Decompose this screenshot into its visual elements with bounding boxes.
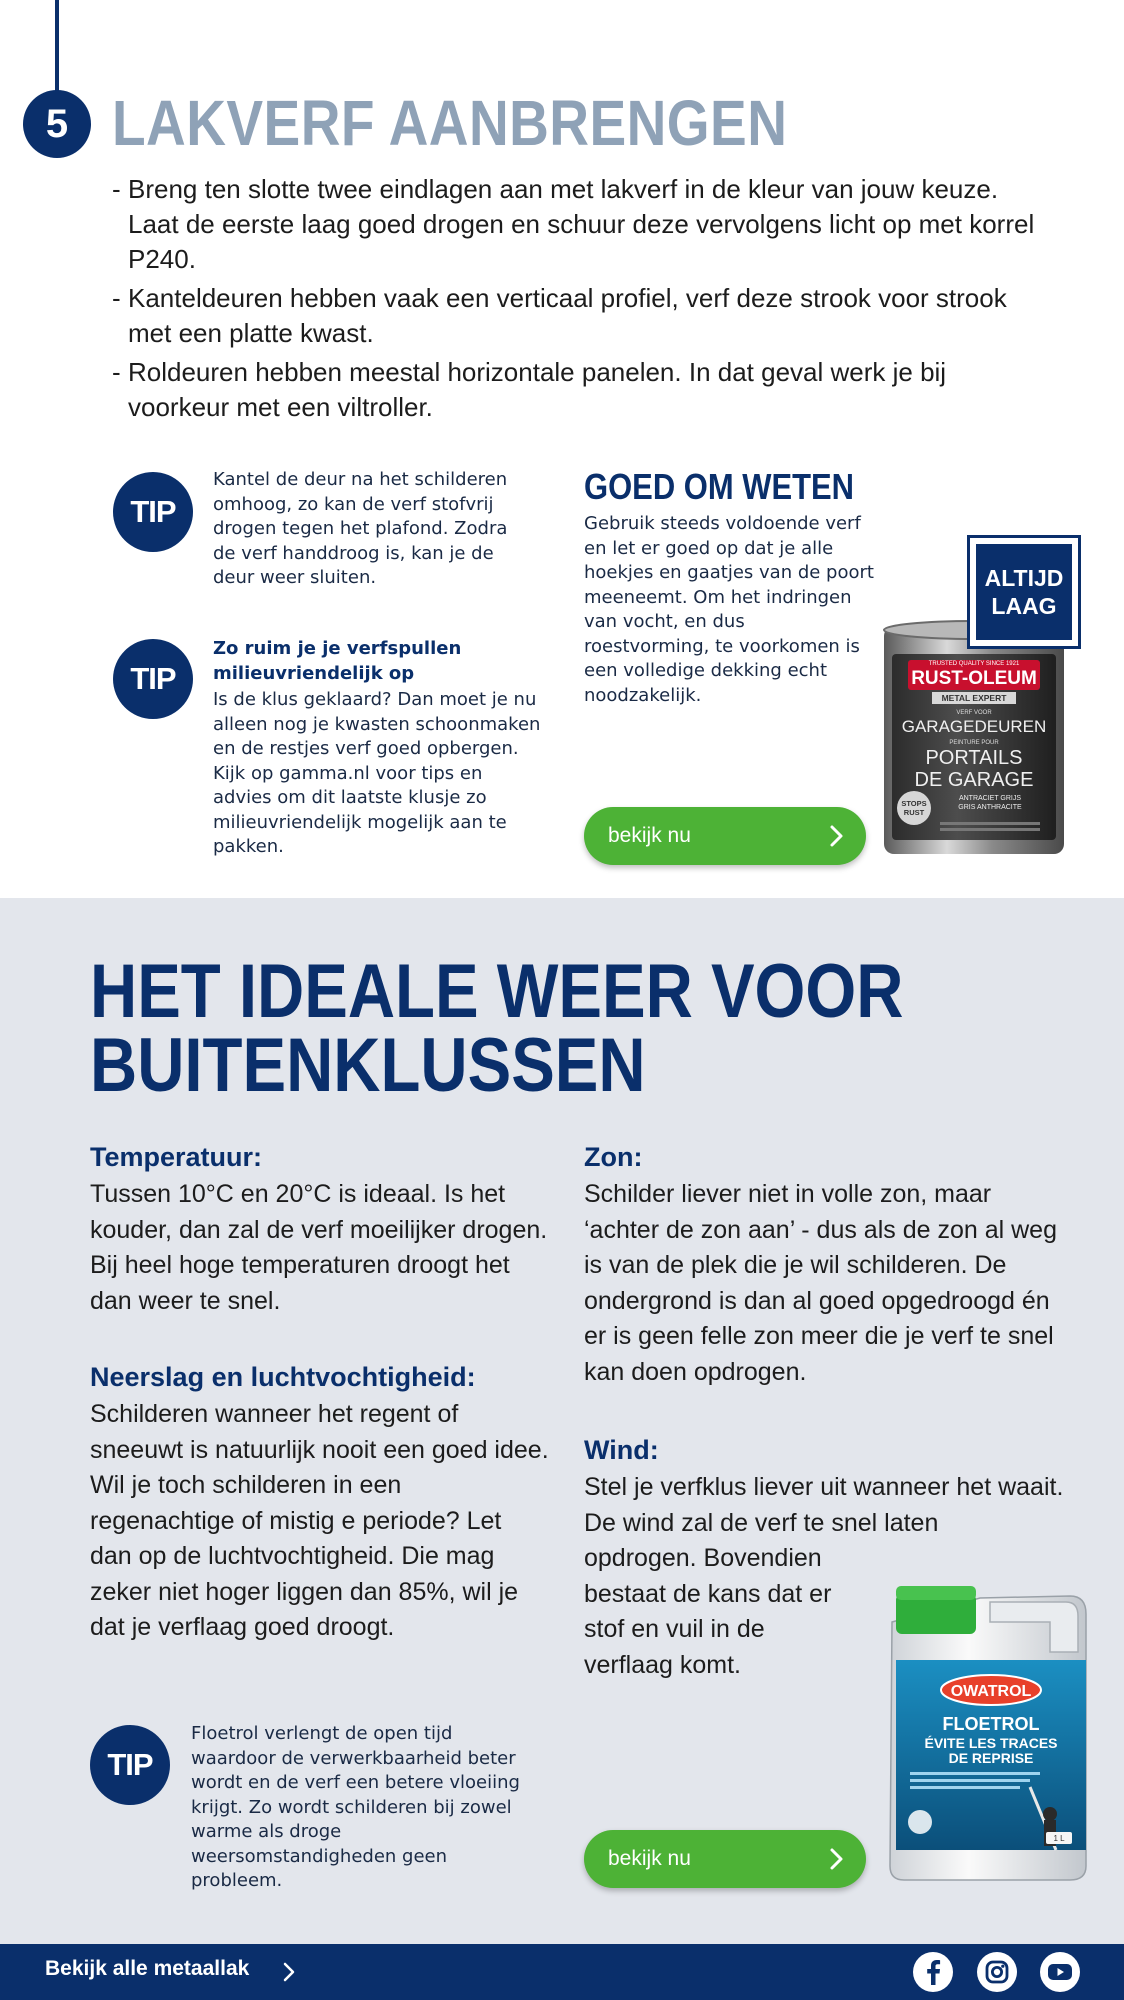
timeline-line — [55, 0, 59, 94]
can-small-text: VERF VOOR — [956, 710, 992, 716]
rust-oleum-paint-can-image[interactable] — [880, 620, 1068, 860]
jug-claim: ÉVITE LES TRACES — [924, 1735, 1058, 1751]
sun-block — [584, 1142, 1064, 1390]
rain-block — [90, 1362, 550, 1646]
instruction-item: - Roldeuren hebben meestal horizontale panelen. In dat geval werk je bij voorkeur met een viltroller. — [112, 355, 1052, 425]
button-label: bekijk nu — [608, 824, 691, 847]
tip-badge: TIP — [90, 1725, 170, 1805]
wind-text: opdrogen. Bovendien bestaat de kans dat er stof en vuil in de verflaag komt. — [584, 1544, 832, 1679]
rain-text: Schilderen wanneer het regent of sneeuwt is natuurlijk nooit een goed idee. Wil je toch schilderen in een regenachtige of mistig e periode? Let dan op de luchtvochtigheid. Die mag zeker niet hoger liggen dan 85%, wil je dat je verflaag goed droogt. — [90, 1400, 549, 1641]
tip-badge: TIP — [113, 639, 193, 719]
can-stops-text: STOPS — [901, 799, 927, 808]
can-small-text: PEINTURE POUR — [949, 740, 999, 746]
tip-block — [213, 637, 543, 860]
jug-claim: DE REPRISE — [948, 1750, 1034, 1766]
can-color-text: ANTRACIET GRIJS — [958, 795, 1022, 802]
tip-badge: TIP — [113, 472, 193, 552]
section-title-line: HET IDEALE WEER VOOR — [90, 949, 904, 1034]
instagram-icon[interactable] — [977, 1952, 1017, 1992]
badge-line: LAAG — [991, 593, 1057, 619]
instruction-item: - Kanteldeuren hebben vaak een verticaal profiel, verf deze strook voor strook met een platte kwast. — [112, 281, 1052, 351]
sun-text: Schilder liever niet in volle zon, maar ‘achter de zon aan’ - dus als de zon al weg is van de plek die je wil schilderen. De ondergrond is dan al goed opgedroogd én er is geen felle zon meer die je verf te snel kan doen opdrogen. — [584, 1180, 1057, 1386]
section-title — [90, 949, 904, 1108]
view-all-metal-lacquer-link[interactable]: Bekijk alle metaallak — [45, 1957, 250, 1980]
rain-heading: Neerslag en luchtvochtigheid: — [90, 1362, 476, 1392]
temperature-block — [90, 1142, 550, 1319]
step-number-badge: 5 — [23, 90, 91, 158]
jug-brand: OWATROL — [950, 1683, 1032, 1700]
tip-text: Kantel de deur na het schilderen omhoog, zo kan de verf stofvrij drogen tegen het plafond. Zodra de verf handdroog is, kan je de deur weer sluiten. — [213, 469, 508, 588]
can-subline: METAL EXPERT — [941, 693, 1007, 703]
chevron-right-icon — [824, 824, 848, 848]
can-trust-text: TRUSTED QUALITY SINCE 1921 — [928, 661, 1020, 667]
info-text: Gebruik steeds voldoende verf en let er goed op dat je alle hoekjes en gaatjes van de poort meeneemt. Om het indringen van vocht, en dus roestvorming, te voorkomen is een volledige dekking echt noodzakelijk. — [584, 513, 874, 706]
view-product-button[interactable] — [584, 1830, 866, 1888]
badge-line: ALTIJD — [984, 565, 1064, 591]
can-brand: RUST-OLEUM — [911, 668, 1037, 689]
instruction-item: - Breng ten slotte twee eindlagen aan met lakverf in de kleur van jouw keuze. Laat de eerste laag goed drogen en schuur deze vervolgens licht op met korrel P240. — [112, 172, 1052, 277]
section-title-line: BUITENKLUSSEN — [90, 1023, 646, 1108]
can-stops-text: RUST — [903, 808, 925, 817]
owatrol-floetrol-jug-image[interactable] — [880, 1582, 1094, 1884]
always-low-price-badge — [970, 538, 1078, 646]
step-instructions — [112, 172, 1052, 429]
jug-size: 1 L — [1053, 1834, 1065, 1843]
can-product-name: GARAGEDEUREN — [901, 717, 1047, 736]
wind-text: Stel je verfklus liever uit wanneer het waait. De wind zal de verf te snel laten — [584, 1473, 1064, 1537]
jug-product-name: FLOETROL — [942, 1714, 1040, 1734]
can-color-text: GRIS ANTHRACITE — [958, 804, 1022, 811]
sun-heading: Zon: — [584, 1142, 643, 1172]
tip-heading: Zo ruim je je verfspullen milieuvriendelijk op — [213, 638, 462, 684]
chevron-right-icon[interactable] — [282, 1961, 296, 1983]
step-title: LAKVERF AANBRENGEN — [112, 87, 788, 159]
can-product-name: PORTAILS — [925, 747, 1023, 769]
info-title: GOED OM WETEN — [584, 466, 855, 507]
wind-heading: Wind: — [584, 1435, 659, 1465]
tip-text: Floetrol verlengt de open tijd waardoor de verwerkbaarheid beter wordt en de verf een betere vloeiing krijgt. Zo wordt schilderen bij zowel warme als droge weersomstandigheden geen probleem. — [191, 1723, 520, 1891]
youtube-icon[interactable] — [1040, 1952, 1080, 1992]
chevron-right-icon — [824, 1847, 848, 1871]
temperature-heading: Temperatuur: — [90, 1142, 263, 1172]
facebook-icon[interactable] — [913, 1952, 953, 1992]
tip-text: Is de klus geklaard? Dan moet je nu alleen nog je kwasten schoonmaken en de restjes verf goed opbergen. Kijk op gamma.nl voor tips en advies om dit laatste klusje zo milieuvriendelijk mogelijk aan te pakken. — [213, 689, 541, 857]
view-product-button[interactable] — [584, 807, 866, 865]
button-label: bekijk nu — [608, 1847, 691, 1870]
can-product-name: DE GARAGE — [914, 769, 1034, 791]
temperature-text: Tussen 10°C en 20°C is ideaal. Is het kouder, dan zal de verf moeilijker drogen. Bij heel hoge temperaturen droogt het dan weer te snel. — [90, 1180, 548, 1315]
